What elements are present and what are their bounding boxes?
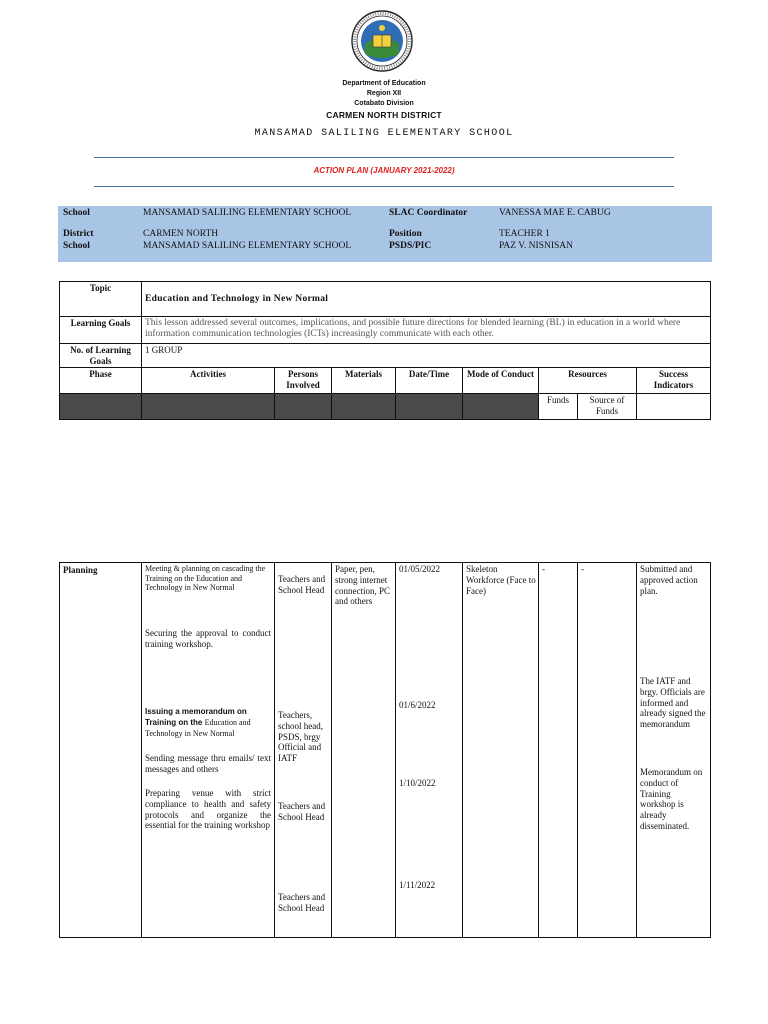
col-source-of-funds: Source of Funds (578, 394, 637, 420)
funds-cell (539, 563, 578, 938)
success-indicator-3: Memorandum on conduct of Training workshop is already disseminated. (640, 767, 703, 831)
slac-value: VANESSA MAE E. CABUG (499, 208, 611, 218)
date-1: 01/05/2022 (399, 564, 441, 574)
psds-label: PSDS/PIC (389, 241, 432, 251)
school-value: MANSAMAD SALILING ELEMENTARY SCHOOL (143, 208, 352, 218)
school2-label: School (63, 241, 90, 251)
empty-cell (637, 394, 711, 420)
col-materials: Materials (332, 368, 396, 394)
funds-value: - (542, 564, 545, 574)
learning-goals-label: Learning Goals (60, 317, 142, 344)
topic-value: Education and Technology in New Normal (142, 282, 711, 317)
school-label: School (63, 208, 90, 218)
mode-cell (463, 563, 539, 938)
region-line: Region XII (366, 90, 402, 97)
planning-table (59, 562, 711, 938)
source-cell (578, 563, 637, 938)
materials-list: Paper, pen, strong internet connection, PC and others (335, 564, 390, 607)
district-value: CARMEN NORTH (143, 229, 219, 239)
department-line: Department of Education (342, 80, 426, 87)
person-group-4: Teachers and School Head (278, 892, 326, 913)
date-2: 01/6/2022 (399, 700, 436, 710)
mode-of-conduct: Skeleton Workforce (Face to Face) (466, 564, 536, 596)
deped-seal-logo (351, 10, 413, 72)
person-group-3: Teachers and School Head (278, 801, 326, 822)
school-info-block (58, 206, 712, 262)
person-group-1: Teachers and School Head (278, 574, 326, 595)
shaded-cell (60, 394, 142, 420)
col-activities: Activities (142, 368, 275, 394)
position-label: Position (389, 229, 422, 239)
dates-cell (396, 563, 463, 938)
col-phase: Phase (60, 368, 142, 394)
slac-label: SLAC Coordinator (389, 208, 468, 218)
action-plan-title: ACTION PLAN (JANUARY 2021-2022) (313, 166, 455, 175)
activity-sending-message: Sending message thru emails/ text messages and others (145, 753, 271, 774)
date-3: 1/10/2022 (399, 778, 436, 788)
col-mode: Mode of Conduct (463, 368, 539, 394)
num-goals-label: No. of Learning Goals (60, 344, 142, 368)
num-goals-value: 1 GROUP (142, 344, 711, 368)
shaded-cell (396, 394, 463, 420)
col-datetime: Date/Time (396, 368, 463, 394)
col-resources: Resources (539, 368, 637, 394)
school2-value: MANSAMAD SALILING ELEMENTARY SCHOOL (143, 241, 352, 251)
shaded-cell (332, 394, 396, 420)
materials-cell (332, 563, 396, 938)
success-indicator-1: Submitted and approved action plan. (640, 564, 698, 596)
activities-cell (142, 563, 275, 938)
psds-value: PAZ V. NISNISAN (499, 241, 574, 251)
position-value: TEACHER 1 (499, 229, 550, 239)
col-success: Success Indicators (637, 368, 711, 394)
activity-meeting: Meeting & planning on cascading the Training on the Education and Technology in New Normal (145, 564, 266, 593)
division-line: Cotabato Division (354, 100, 414, 107)
bottom-divider (94, 186, 674, 187)
source-value: - (581, 564, 584, 574)
activity-approval: Securing the approval to conduct training workshop. (145, 628, 271, 649)
col-funds: Funds (539, 394, 578, 420)
shaded-cell (142, 394, 275, 420)
person-group-2: Teachers, school head, PSDS, brgy Official and IATF (278, 710, 323, 764)
activity-memorandum: Issuing a memorandum on Training on the Education and Technology in New Normal (145, 707, 251, 738)
phase-planning: Planning (60, 563, 142, 938)
top-divider (94, 157, 674, 158)
success-cell (637, 563, 711, 938)
shaded-cell (463, 394, 539, 420)
date-4: 1/11/2022 (399, 880, 436, 890)
district-line: CARMEN NORTH DISTRICT (326, 110, 442, 120)
persons-cell (275, 563, 332, 938)
shaded-cell (275, 394, 332, 420)
district-label: District (63, 229, 94, 239)
plan-header-table (59, 281, 711, 420)
success-indicator-2: The IATF and brgy. Officials are informed and already signed the memorandum (640, 676, 706, 730)
col-persons: Persons Involved (275, 368, 332, 394)
learning-goals-value: This lesson addressed several outcomes, implications, and possible future directions for blended learning (BL) in education in a world where information communication technologies (ICTs) increasingly communicate with each other. (142, 317, 711, 344)
school-title: MANSAMAD SALILING ELEMENTARY SCHOOL (254, 128, 514, 139)
activity-preparing-venue: Preparing venue with strict compliance to health and safety protocols and organize the essential for the training workshop (145, 788, 271, 831)
topic-label: Topic (60, 282, 142, 317)
